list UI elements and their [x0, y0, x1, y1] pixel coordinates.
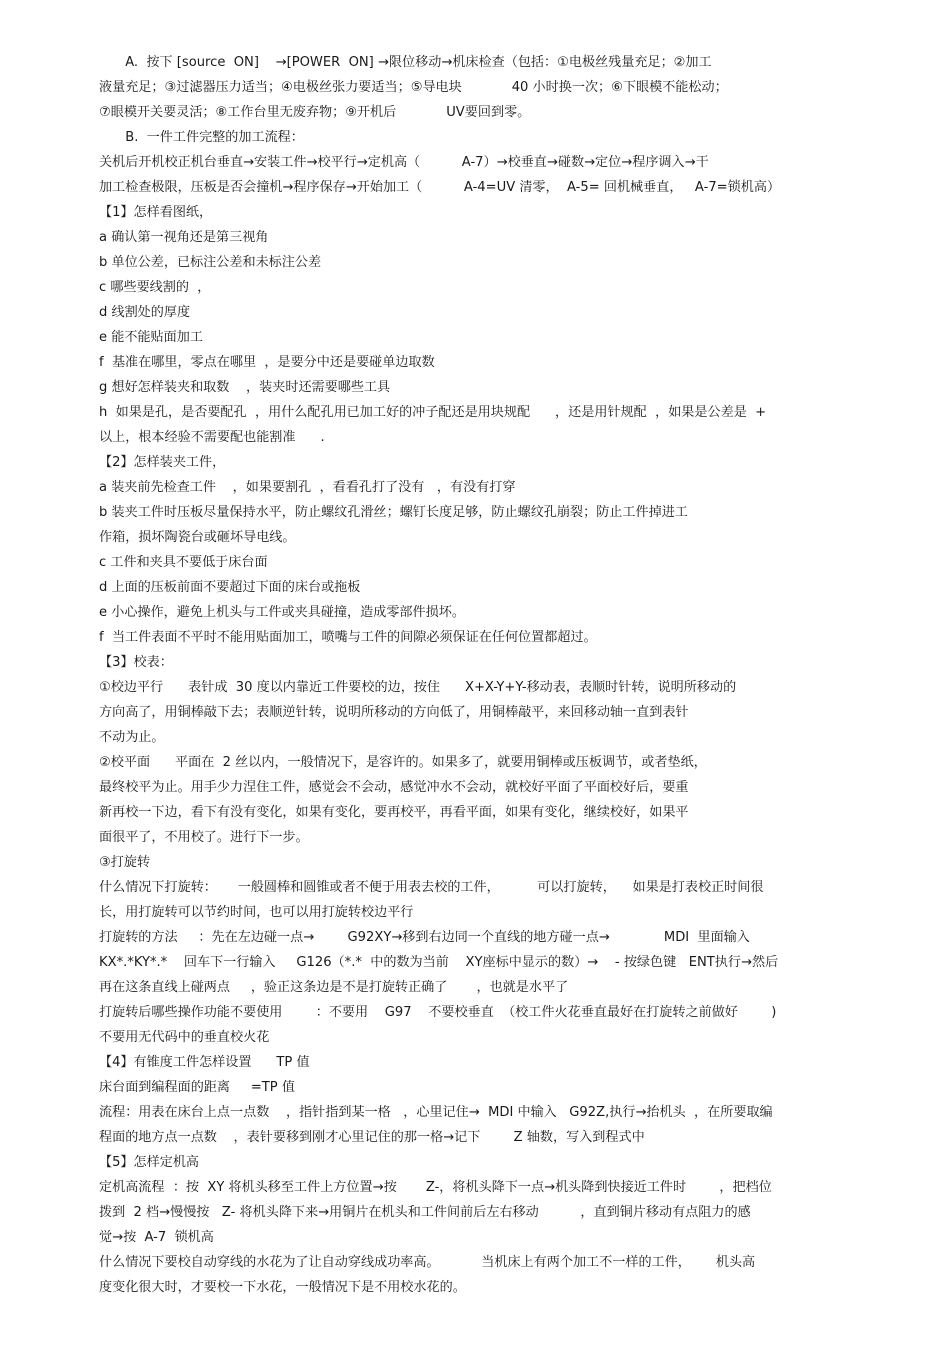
text-line: a 确认第一视角还是第三视角: [99, 230, 269, 245]
text-line: b 装夹工件时压板尽量保持水平，防止螺纹孔滑丝；螺钉长度足够，防止螺纹孔崩裂；防止工件掉进工: [99, 505, 688, 520]
text-line: d 线割处的厚度: [99, 305, 191, 320]
text-line: 流程：用表在床台上点一点数 ，指针指到某一格 ，心里记住→ MDI 中输入 G92Z,执行→抬机头 ，在所要取编: [99, 1105, 773, 1120]
text-line: 【3】校表：: [99, 655, 173, 670]
text-line: 再在这条直线上碰两点 ，验正这条边是不是打旋转正确了 ，也就是水平了: [99, 980, 569, 995]
text-line: e 小心操作，避免上机头与工件或夹具碰撞，造成零部件损坏。: [99, 605, 465, 620]
text-line: 面很平了，不用校了。进行下一步。: [99, 830, 309, 845]
text-line: 【5】怎样定机高: [99, 1155, 200, 1170]
text-line: 【2】怎样装夹工件，: [99, 455, 226, 470]
text-line: 以上，根本经验不需要配也能割准 .: [99, 430, 325, 445]
text-line: B. 一件工件完整的加工流程：: [99, 130, 304, 145]
text-line: d 上面的压板前面不要超过下面的床台或拖板: [99, 580, 361, 595]
text-line: 【1】怎样看图纸，: [99, 205, 213, 220]
text-line: f 当工件表面不平时不能用贴面加工，喷嘴与工件的间隙必须保证在任何位置都超过。: [99, 630, 597, 645]
text-line: ⑦眼模开关要灵活；⑧工作台里无废弃物；⑨开机后 UV要回到零。: [99, 105, 531, 120]
text-line: c 哪些要线割的 ，: [99, 280, 211, 295]
text-line: 新再校一下边，看下有没有变化，如果有变化，要再校平，再看平面，如果有变化，继续校好，如果平: [99, 805, 689, 820]
text-line: 长，用打旋转可以节约时间，也可以用打旋转校边平行: [99, 905, 414, 920]
text-line: KX*.*KY*.* 回车下一行输入 G126（*.* 中的数为当前 XY座标中显示的数）→ - 按绿色键 ENT执行→然后: [99, 955, 779, 970]
text-line: 最终校平为止。用手少力涅住工件，感觉会不会动，感觉冲水不会动，就校好平面了平面校好后，要重: [99, 780, 689, 795]
text-line: 不要用无代码中的垂直校火花: [99, 1030, 270, 1045]
text-line: 【4】有锥度工件怎样设置 TP 值: [99, 1055, 310, 1070]
text-line: 不动为止。: [99, 730, 165, 745]
text-line: f 基准在哪里，零点在哪里 ，是要分中还是要碰单边取数: [99, 355, 435, 370]
text-line: 度变化很大时，才要校一下水花，一般情况下是不用校水花的。: [99, 1280, 466, 1295]
text-line: ③打旋转: [99, 855, 151, 870]
text-line: e 能不能贴面加工: [99, 330, 203, 345]
text-line: a 装夹前先检查工件 ，如果要割孔 ，看看孔打了没有 ，有没有打穿: [99, 480, 516, 495]
text-line: 床台面到编程面的距离 =TP 值: [99, 1080, 295, 1095]
text-line: 拨到 2 档→慢慢按 Z- 将机头降下来→用铜片在机头和工件间前后左右移动 ，直到铜片移动有点阻力的感: [99, 1205, 751, 1220]
text-line: g 想好怎样装夹和取数 ，装夹时还需要哪些工具: [99, 380, 391, 395]
text-line: 关机后开机校正机台垂直→安装工件→校平行→定机高（ A-7）→校垂直→碰数→定位→程序调入→干: [99, 155, 709, 170]
text-line: 定机高流程 ：按 XY 将机头移至工件上方位置→按 Z-，将机头降下一点→机头降到快接近工件时 ，把档位: [99, 1180, 772, 1195]
text-line: 什么情况下打旋转： 一般圆棒和圆锥或者不便于用表去校的工件， 可以打旋转， 如果是打表校正时间很: [99, 880, 764, 895]
text-line: 方向高了，用铜棒敲下去；表顺逆针转，说明所移动的方向低了，用铜棒敲平，来回移动轴一直到表针: [99, 705, 689, 720]
text-line: ①校边平行 表针成 30 度以内靠近工件要校的边，按住 X+X-Y+Y-移动表，表顺时针转，说明所移动的: [99, 680, 737, 695]
text-line: 觉→按 A-7 锁机高: [99, 1230, 214, 1245]
text-line: 什么情况下要校自动穿线的水花为了让自动穿线成功率高。 当机床上有两个加工不一样的工件， 机头高: [99, 1255, 756, 1270]
text-line: 程面的地方点一点数 ，表针要移到刚才心里记住的那一格→记下 Z 轴数，写入到程式中: [99, 1130, 645, 1145]
text-line: b 单位公差，已标注公差和未标注公差: [99, 255, 322, 270]
text-line: 打旋转后哪些操作功能不要使用 ：不要用 G97 不要校垂直 （校工件火花垂直最好在打旋转之前做好 ): [99, 1005, 777, 1020]
text-line: 打旋转的方法 ：先在左边碰一点→ G92XY→移到右边同一个直线的地方碰一点→ MDI 里面输入: [99, 930, 750, 945]
text-line: 液量充足；③过滤器压力适当；④电极丝张力要适当；⑤导电块 40 小时换一次；⑥下眼模不能松动；: [99, 80, 728, 95]
text-line: 加工检查极限，压板是否会撞机→程序保存→开始加工（ A-4=UV 清零， A-5= 回机械垂直， A-7=锁机高）: [99, 180, 781, 195]
text-line: A. 按下 [source ON] →[POWER ON] →限位移动→机床检查（包括：①电极丝残量充足；②加工: [99, 55, 712, 70]
text-line: c 工件和夹具不要低于床台面: [99, 555, 268, 570]
text-line: 作箱，损坏陶瓷台或砸坏导电线。: [99, 530, 296, 545]
text-line: ②校平面 平面在 2 丝以内，一般情况下，是容许的。如果多了，就要用铜棒或压板调节，或者垫纸，: [99, 755, 707, 770]
text-line: h 如果是孔，是否要配孔 ，用什么配孔用已加工好的冲子配还是用块规配 ，还是用针规配 ，如果是公差是 +: [99, 405, 767, 420]
